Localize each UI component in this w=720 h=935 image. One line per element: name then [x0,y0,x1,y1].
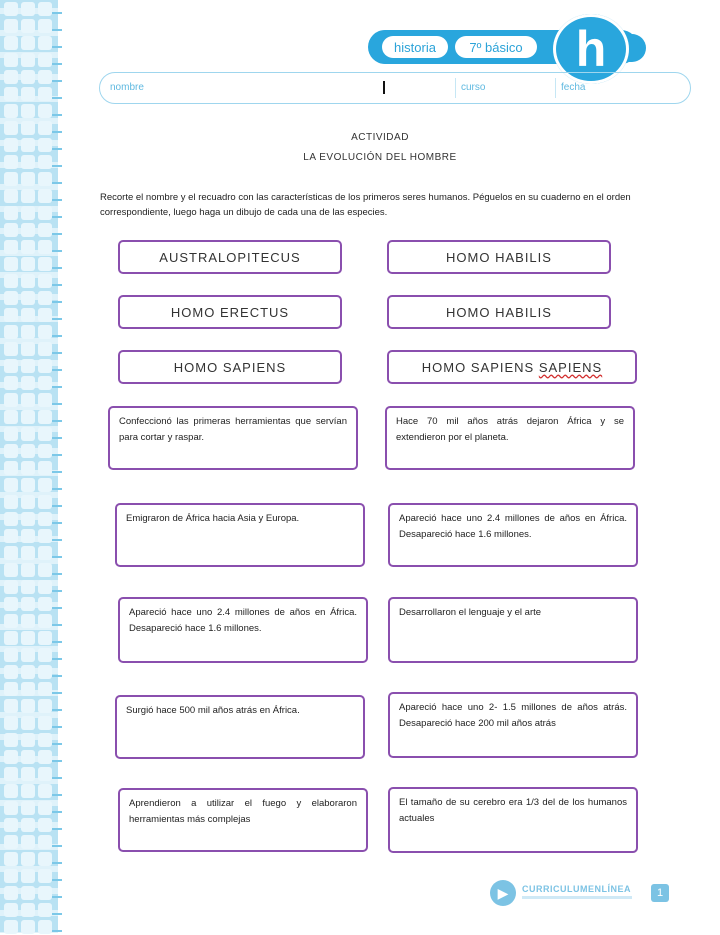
strip-square [21,308,35,322]
strip-square [4,444,18,458]
strip-square [4,308,18,322]
strip-square [21,682,35,696]
strip-square [4,53,18,67]
strip-square [4,818,18,832]
strip-square [21,529,35,543]
strip-square [38,750,52,764]
course-label: curso [461,82,486,93]
brand-subtitle-line [522,896,632,899]
strip-square [4,733,18,747]
description-card: Aprendieron a utilizar el fuego y elaboraron herramientas más complejas [118,788,368,852]
strip-square [21,325,35,339]
description-card: Surgió hace 500 mil años atrás en África. [115,695,365,759]
strip-square [38,478,52,492]
strip-square [38,903,52,917]
description-card: Confeccionó las primeras herramientas que servían para cortar y raspar. [108,406,358,470]
strip-square [4,784,18,798]
name-card: HOMO HABILIS [387,240,611,274]
strip-square [21,580,35,594]
strip-square [4,886,18,900]
strip-square [38,104,52,118]
strip-square [21,342,35,356]
strip-square [21,53,35,67]
strip-square [38,393,52,407]
strip-square [21,427,35,441]
strip-square [38,529,52,543]
strip-square [21,699,35,713]
strip-square [4,801,18,815]
strip-square [4,189,18,203]
strip-square [38,2,52,16]
strip-square [38,461,52,475]
strip-square [38,495,52,509]
strip-square [21,36,35,50]
description-card: Emigraron de África hacia Asia y Europa. [115,503,365,567]
strip-square [4,699,18,713]
strip-square [21,206,35,220]
strip-square [4,546,18,560]
strip-square [4,529,18,543]
strip-square [21,495,35,509]
strip-square [38,342,52,356]
student-info-row [99,72,691,104]
strip-square [38,631,52,645]
strip-square [38,410,52,424]
strip-square [21,512,35,526]
strip-square [21,393,35,407]
strip-square [21,920,35,934]
strip-square [4,223,18,237]
strip-square [38,563,52,577]
strip-square [4,461,18,475]
strip-square [21,716,35,730]
text-cursor [383,81,385,94]
strip-square [4,257,18,271]
strip-square [4,597,18,611]
strip-square [21,597,35,611]
strip-square [21,563,35,577]
strip-square [4,835,18,849]
strip-square [21,767,35,781]
strip-square [4,104,18,118]
strip-square [4,70,18,84]
strip-square [38,784,52,798]
strip-square [4,240,18,254]
strip-square [38,869,52,883]
brand-name: CURRICULUMENLÍNEA [522,884,631,894]
brand-logo-icon: ▶ [490,880,516,906]
strip-square [4,478,18,492]
strip-square [4,750,18,764]
strip-square [4,563,18,577]
strip-square [4,767,18,781]
strip-square [4,393,18,407]
strip-square [21,410,35,424]
strip-square [21,835,35,849]
strip-square [38,852,52,866]
strip-square [21,886,35,900]
name-label: nombre [110,82,144,93]
page-title: LA EVOLUCIÓN DEL HOMBRE [303,152,457,163]
strip-square [21,291,35,305]
strip-square [21,223,35,237]
strip-square [4,274,18,288]
strip-square [21,478,35,492]
grade-pill: 7º básico [455,36,537,58]
strip-square [38,308,52,322]
strip-square [21,104,35,118]
instructions: Recorte el nombre y el recuadro con las características de los primeros seres humanos. Péguelos en su cuaderno en el orden correspondiente, luego haga un dibujo de cada una de las especies. [100,192,631,218]
strip-square [38,835,52,849]
strip-square [4,376,18,390]
strip-square [38,325,52,339]
strip-square [21,750,35,764]
strip-square [21,801,35,815]
description-card: Apareció hace uno 2- 1.5 millones de años atrás. Desapareció hace 200 mil años atrás [388,692,638,758]
strip-square [38,920,52,934]
strip-square [38,699,52,713]
strip-square [38,189,52,203]
strip-square [4,36,18,50]
strip-square [4,495,18,509]
strip-square [21,665,35,679]
strip-square [38,818,52,832]
strip-square [4,580,18,594]
strip-square [21,444,35,458]
strip-square [4,665,18,679]
strip-square [38,580,52,594]
strip-square [4,852,18,866]
strip-square [21,852,35,866]
strip-square [21,87,35,101]
strip-square [21,546,35,560]
strip-square [38,240,52,254]
strip-square [38,716,52,730]
strip-square [4,87,18,101]
strip-square [38,70,52,84]
strip-square [38,801,52,815]
strip-square [4,172,18,186]
strip-square [21,614,35,628]
strip-square [38,376,52,390]
strip-square [38,512,52,526]
subject-pill: historia [382,36,448,58]
strip-square [21,733,35,747]
strip-square [4,206,18,220]
form-divider [555,78,556,98]
strip-square [38,546,52,560]
strip-square [38,274,52,288]
strip-square [4,2,18,16]
strip-square [21,376,35,390]
activity-label: ACTIVIDAD [351,132,409,143]
strip-square [21,818,35,832]
strip-square [4,716,18,730]
strip-square [21,784,35,798]
strip-square [4,291,18,305]
page-number: 1 [651,884,669,902]
date-label: fecha [561,82,586,93]
description-card: Hace 70 mil años atrás dejaron África y se extendieron por el planeta. [385,406,635,470]
name-card: HOMO ERECTUS [118,295,342,329]
strip-square [4,512,18,526]
strip-square [21,19,35,33]
description-card: El tamaño de su cerebro era 1/3 del de los humanos actuales [388,787,638,853]
strip-square [21,648,35,662]
strip-square [38,257,52,271]
name-card [387,350,637,384]
strip-square [4,614,18,628]
strip-square [21,240,35,254]
strip-square [21,461,35,475]
strip-square [38,767,52,781]
strip-square [38,427,52,441]
strip-square [38,53,52,67]
strip-square [4,410,18,424]
strip-square [38,665,52,679]
name-card: AUSTRALOPITECUS [118,240,342,274]
strip-square [38,733,52,747]
strip-square [4,427,18,441]
strip-square [38,597,52,611]
strip-square [21,274,35,288]
strip-square [21,172,35,186]
strip-square [4,903,18,917]
name-card: HOMO HABILIS [387,295,611,329]
strip-square [38,206,52,220]
strip-square [38,682,52,696]
description-card: Desarrollaron el lenguaje y el arte [388,597,638,663]
strip-square [4,869,18,883]
strip-square [21,903,35,917]
strip-square [38,359,52,373]
strip-square [38,223,52,237]
strip-square [4,920,18,934]
strip-square [38,886,52,900]
name-card-text: HOMO SAPIENS [421,359,539,375]
strip-square [38,19,52,33]
strip-square [38,87,52,101]
strip-square [38,36,52,50]
strip-square [38,648,52,662]
strip-square [21,869,35,883]
form-divider [455,78,456,98]
strip-square [4,631,18,645]
strip-square [21,359,35,373]
strip-square [21,631,35,645]
spellcheck-word: SAPIENS [538,359,603,375]
strip-square [38,614,52,628]
strip-square [21,189,35,203]
strip-square [38,444,52,458]
description-card: Apareció hace uno 2.4 millones de años en África. Desapareció hace 1.6 millones. [388,503,638,567]
strip-square [4,359,18,373]
strip-square [4,682,18,696]
description-card: Apareció hace uno 2.4 millones de años en África. Desapareció hace 1.6 millones. [118,597,368,663]
subject-logo-icon: h [553,14,629,84]
strip-square [21,2,35,16]
strip-square [4,342,18,356]
strip-square [38,291,52,305]
strip-square [4,648,18,662]
strip-square [4,19,18,33]
strip-square [38,172,52,186]
strip-square [21,70,35,84]
strip-square [4,325,18,339]
name-card: HOMO SAPIENS [118,350,342,384]
strip-square [21,257,35,271]
